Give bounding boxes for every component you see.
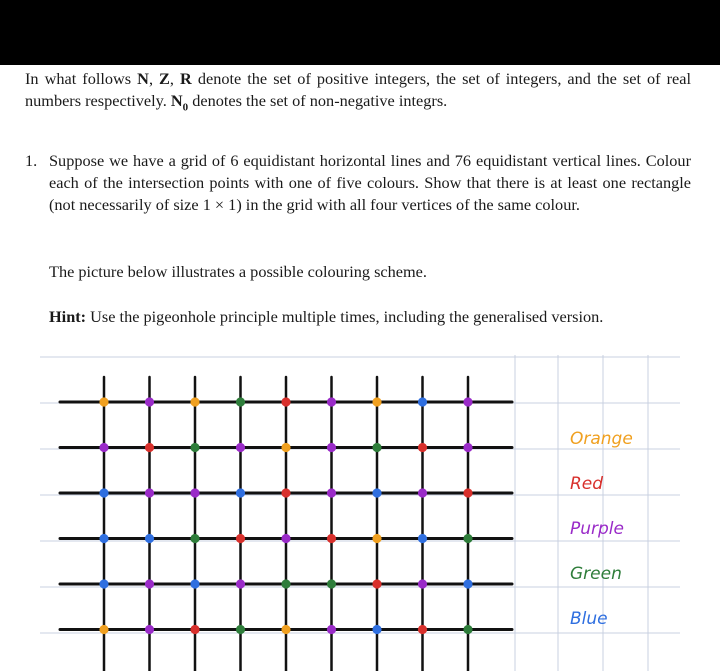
point-green <box>463 534 472 543</box>
point-blue <box>145 534 154 543</box>
point-red <box>327 534 336 543</box>
point-green <box>463 625 472 634</box>
point-purple <box>236 443 245 452</box>
point-green <box>236 397 245 406</box>
point-purple <box>327 625 336 634</box>
point-purple <box>190 488 199 497</box>
point-blue <box>99 579 108 588</box>
point-purple <box>145 625 154 634</box>
point-red <box>418 443 427 452</box>
point-red <box>281 488 290 497</box>
hint-label: Hint: <box>49 307 87 326</box>
point-blue <box>99 534 108 543</box>
point-green <box>236 625 245 634</box>
point-green <box>281 579 290 588</box>
point-purple <box>145 397 154 406</box>
point-blue <box>372 488 381 497</box>
point-red <box>281 397 290 406</box>
point-orange <box>372 397 381 406</box>
set-R: R <box>180 69 192 88</box>
legend-blue: Blue <box>570 609 608 629</box>
hint-paragraph <box>49 306 689 328</box>
point-blue <box>418 397 427 406</box>
point-red <box>145 443 154 452</box>
legend-green: Green <box>570 564 622 584</box>
point-blue <box>99 488 108 497</box>
top-black-bar <box>0 0 720 65</box>
point-purple <box>236 579 245 588</box>
set-N: N <box>137 69 149 88</box>
point-blue <box>236 488 245 497</box>
point-orange <box>372 534 381 543</box>
point-orange <box>281 625 290 634</box>
point-orange <box>99 625 108 634</box>
colour-legend <box>570 429 633 629</box>
point-orange <box>99 397 108 406</box>
point-green <box>327 579 336 588</box>
point-green <box>372 443 381 452</box>
point-blue <box>418 534 427 543</box>
colouring-figure <box>0 355 720 671</box>
point-purple <box>145 579 154 588</box>
point-orange <box>281 443 290 452</box>
point-blue <box>372 625 381 634</box>
point-purple <box>463 443 472 452</box>
point-purple <box>327 443 336 452</box>
point-blue <box>463 579 472 588</box>
legend-orange: Orange <box>570 429 633 449</box>
legend-red: Red <box>570 474 604 494</box>
point-purple <box>99 443 108 452</box>
point-green <box>190 443 199 452</box>
point-purple <box>327 397 336 406</box>
intro-paragraph: In what follows N, Z, R denote the set of positive integers, the set of integers, and the set of real numbers respectively. $N_0$ denotes the set of non-negative integrs. <box>25 69 692 114</box>
set-Z: Z <box>159 69 170 88</box>
problem-1 <box>25 150 691 216</box>
point-orange <box>190 397 199 406</box>
point-purple <box>281 534 290 543</box>
point-red <box>418 625 427 634</box>
point-red <box>236 534 245 543</box>
hint-text: Use the pigeonhole principle multiple times, including the generalised version. <box>86 307 604 326</box>
point-purple <box>418 579 427 588</box>
point-red <box>372 579 381 588</box>
point-blue <box>190 579 199 588</box>
point-purple <box>145 488 154 497</box>
problem-text: Suppose we have a grid of 6 equidistant horizontal lines and 76 equidistant vertical lines. Colour each of the intersection points with one of five colours. Show that there is at least one rectangle (not necessarily of size 1 × 1) in the grid with all four vertices of the same colour. <box>49 151 691 214</box>
point-green <box>190 534 199 543</box>
set-N0: $N_0$ <box>170 91 189 114</box>
point-purple <box>327 488 336 497</box>
point-purple <box>463 397 472 406</box>
point-red <box>463 488 472 497</box>
point-purple <box>418 488 427 497</box>
illustration-note: The picture below illustrates a possible colouring scheme. <box>49 262 427 281</box>
problem-number: 1. <box>25 151 38 170</box>
point-red <box>190 625 199 634</box>
legend-purple: Purple <box>570 519 624 539</box>
